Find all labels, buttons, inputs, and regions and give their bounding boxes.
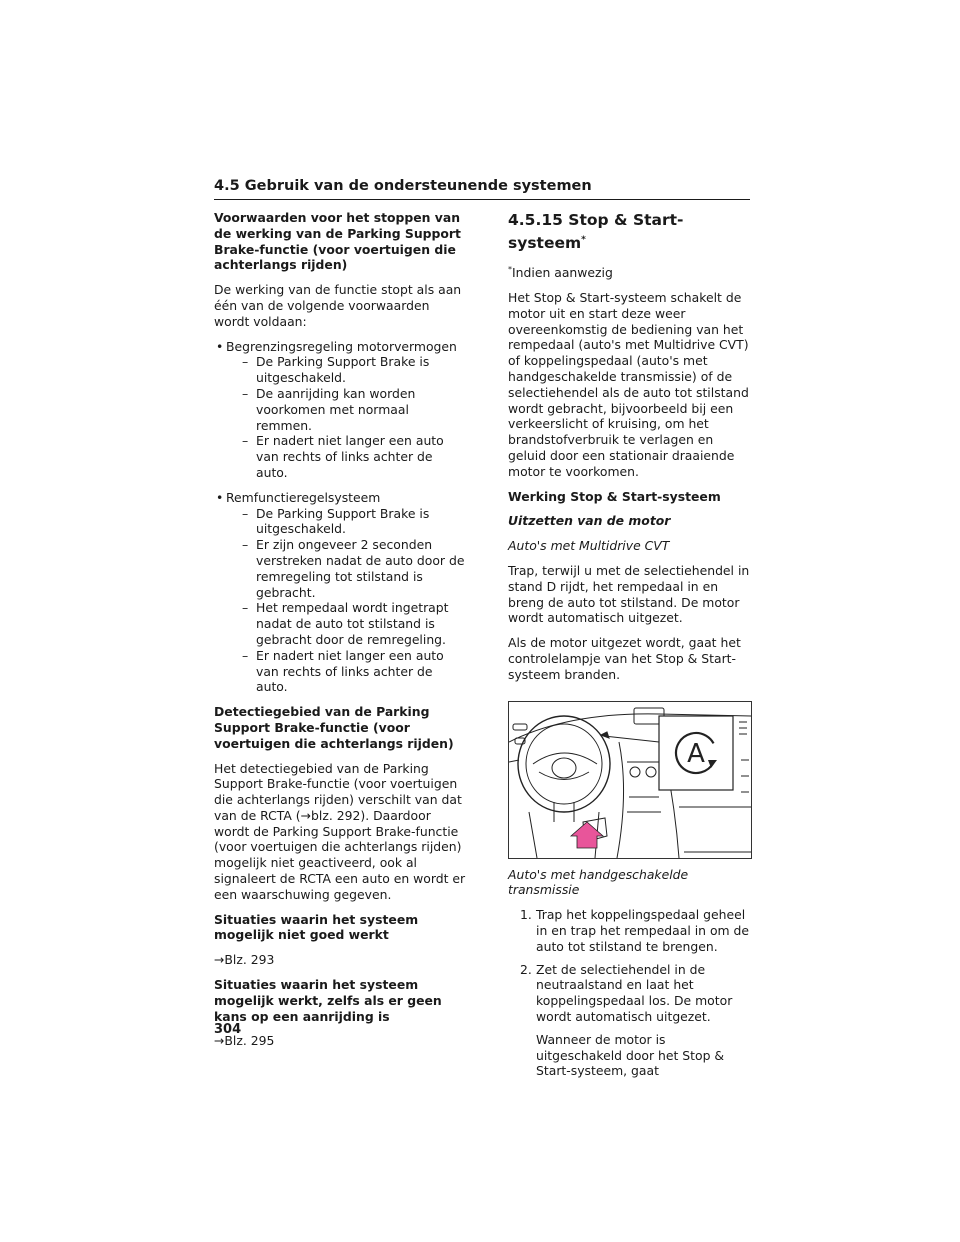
page-reference-link[interactable]: →Blz. 293 bbox=[214, 952, 275, 968]
manual-steps-list bbox=[508, 907, 752, 1079]
dash-item: – De Parking Support Brake is uitgeschakeld. bbox=[242, 354, 466, 386]
step-text: Zet de selectiehendel in de neutraalstand en laat het koppelingspedaal los. De motor wordt automatisch uitgezet. bbox=[536, 961, 733, 1024]
footnote-marker: * bbox=[581, 235, 586, 245]
paragraph-intro: Het Stop & Start-systeem schakelt de motor uit en start deze weer overeenkomstig de bediening van het rempedaal (auto's met Multidrive CVT) of koppelingspedaal (auto's met handgeschakelde transmissie) of de selectiehendel als de auto tot stilstand wordt gebracht, bijvoorbeeld bij een verkeerslicht of kruising, om het brandstofverbruik te verlagen en geluid door een stationair draaiende motor te voorkomen. bbox=[508, 290, 749, 479]
subheading-cvt: Auto's met Multidrive CVT bbox=[508, 538, 670, 554]
bullet-label: • Remfunctieregelsysteem bbox=[226, 489, 381, 505]
section-header: 4.5 Gebruik van de ondersteunende systemen bbox=[214, 178, 750, 200]
dash-item: – Er nadert niet langer een auto van rechts of links achter de auto. bbox=[242, 648, 466, 695]
stop-conditions-list bbox=[214, 339, 466, 696]
heading-false-activation: Situaties waarin het systeem mogelijk werkt, zelfs als er geen kans op een aanrijding is bbox=[214, 977, 442, 1024]
footnote-marker: * bbox=[508, 265, 512, 275]
dash-list bbox=[226, 506, 466, 696]
dashboard-illustration bbox=[508, 701, 752, 859]
bullet-item bbox=[214, 339, 466, 481]
step-item bbox=[520, 962, 752, 1080]
heading-stop-conditions: Voorwaarden voor het stoppen van de werking van de Parking Support Brake-functie (voor voertuigen die achterlangs rijden) bbox=[214, 210, 461, 273]
step-text: Trap het koppelingspedaal geheel in en trap het rempedaal in om de auto tot stilstand te brengen. bbox=[536, 907, 750, 954]
paragraph-cvt: Trap, terwijl u met de selectiehendel in stand D rijdt, het rempedaal in en breng de auto tot stilstand. De motor wordt automatisch uitgezet. bbox=[508, 563, 750, 626]
dash-item: – De Parking Support Brake is uitgeschakeld. bbox=[242, 506, 466, 538]
page-reference-link[interactable]: →Blz. 295 bbox=[214, 1033, 275, 1049]
right-column bbox=[508, 210, 752, 1086]
step-continuation: Wanneer de motor is uitgeschakeld door het Stop & Start-systeem, gaat bbox=[536, 1031, 725, 1079]
subheading-manual: Auto's met handgeschakelde transmissie bbox=[508, 866, 689, 898]
dash-list bbox=[226, 354, 466, 480]
footnote bbox=[508, 262, 752, 281]
heading-detection-area: Detectiegebied van de Parking Support Brake-functie (voor voertuigen die achterlangs rijden) bbox=[214, 704, 454, 751]
page-number: 304 bbox=[214, 1022, 242, 1037]
step-number: 1. bbox=[520, 907, 532, 923]
left-column bbox=[214, 210, 466, 1058]
section-title-text: 4.5.15 Stop & Start-systeem bbox=[508, 211, 684, 253]
paragraph-stop-intro: De werking van de functie stopt als aan één van de volgende voorwaarden wordt voldaan: bbox=[214, 282, 462, 329]
heading-uitzetten: Uitzetten van de motor bbox=[508, 513, 671, 529]
heading-werking: Werking Stop & Start-systeem bbox=[508, 488, 721, 504]
step-number: 2. bbox=[520, 961, 532, 977]
dash-item: – Er nadert niet langer een auto van rechts of links achter de auto. bbox=[242, 433, 466, 480]
heading-not-working: Situaties waarin het systeem mogelijk niet goed werkt bbox=[214, 911, 419, 943]
stop-start-icon-letter: A bbox=[687, 738, 705, 769]
dashboard-drawing bbox=[509, 702, 751, 858]
paragraph-indicator-lamp: Als de motor uitgezet wordt, gaat het controlelampje van het Stop & Start-systeem branden. bbox=[508, 635, 741, 682]
bullet-item bbox=[214, 490, 466, 695]
dash-item: – Er zijn ongeveer 2 seconden verstreken nadat de auto door de remregeling tot stilstand is gebracht. bbox=[242, 537, 466, 600]
footnote-text: Indien aanwezig bbox=[512, 265, 613, 281]
section-title bbox=[508, 210, 752, 253]
dash-item: – Het rempedaal wordt ingetrapt nadat de auto tot stilstand is gebracht door de remregeling. bbox=[242, 600, 466, 647]
paragraph-detection-area: Het detectiegebied van de Parking Support Brake-functie (voor voertuigen die achterlangs rijden) verschilt van dat van de RCTA (→blz. 292). Daardoor wordt de Parking Support Brake-functie (voor voertuigen die achterlangs rijden) mogelijk niet geactiveerd, ook al signaleert de RCTA een auto en wordt er een waarschuwing gegeven. bbox=[214, 760, 466, 902]
dash-item: – De aanrijding kan worden voorkomen met normaal remmen. bbox=[242, 386, 466, 433]
step-item bbox=[520, 907, 752, 954]
bullet-label: • Begrenzingsregeling motorvermogen bbox=[226, 338, 457, 354]
